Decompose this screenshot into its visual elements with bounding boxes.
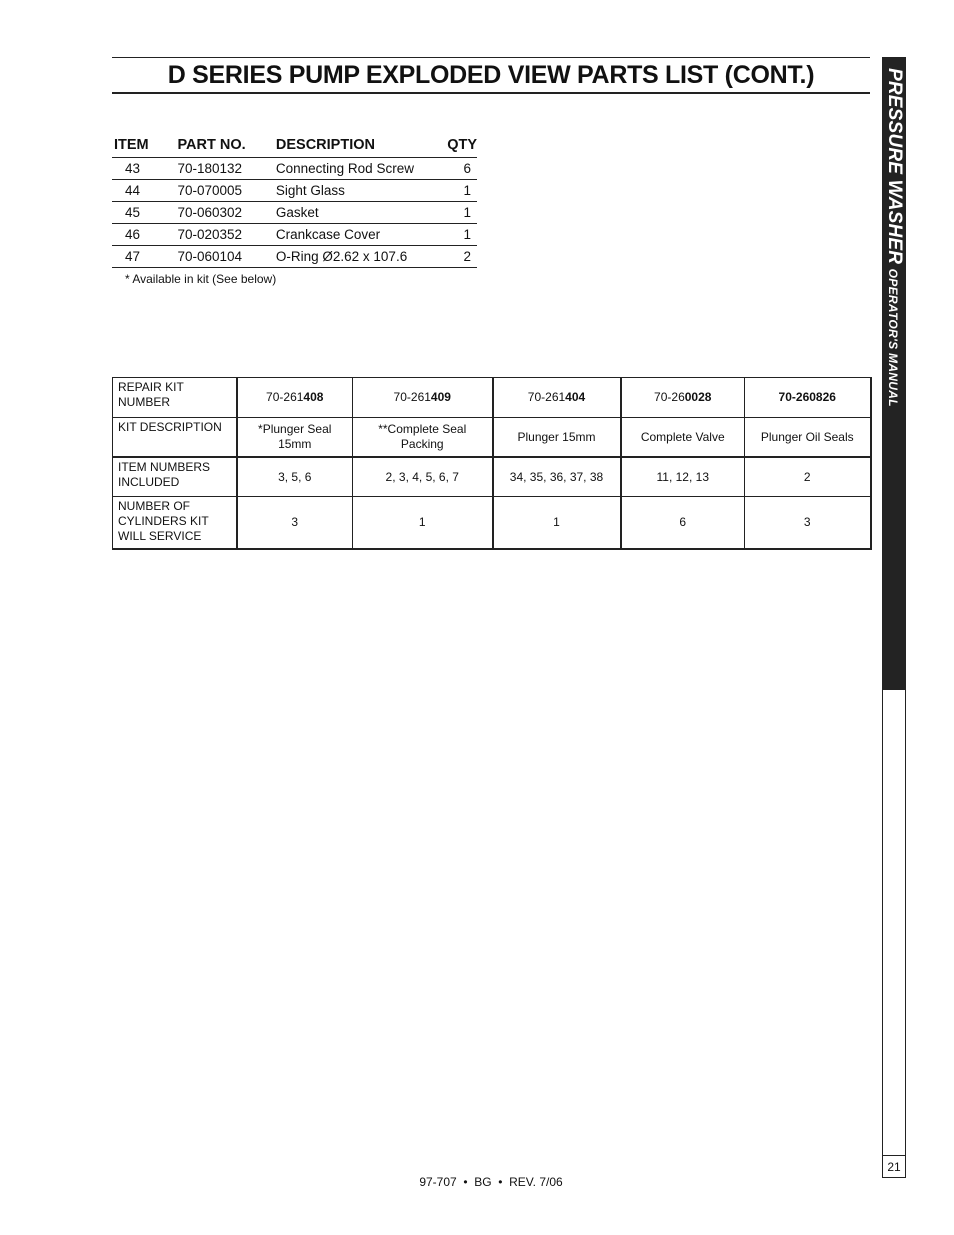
cell-part-no: 70-070005 [177,180,275,202]
page-footer: 97-707 • BG • REV. 7/06 [419,1175,563,1189]
kit-items: 2 [745,457,871,497]
kit-number: 70-260826 [745,378,871,418]
table-row [112,158,477,180]
cell-qty: 1 [429,224,477,246]
cell-qty: 1 [429,180,477,202]
table-row [112,224,477,246]
parts-footnote: * Available in kit (See below) [125,272,277,286]
kit-cylinders: 1 [353,497,493,550]
kit-items: 34, 35, 36, 37, 38 [493,457,621,497]
kit-number: 70-260028 [621,378,745,418]
cell-item: 47 [112,246,177,268]
label-kit-number: REPAIR KIT NUMBER [113,378,237,418]
kit-description: **Complete Seal Packing [353,418,493,458]
kit-description: Plunger 15mm [493,418,621,458]
col-description: DESCRIPTION [276,135,429,158]
page-number: 21 [887,1160,901,1174]
kit-cylinders: 3 [237,497,353,550]
cell-description: Connecting Rod Screw [276,158,429,180]
cell-description: O-Ring Ø2.62 x 107.6 [276,246,429,268]
kit-items: 3, 5, 6 [237,457,353,497]
kit-row-number [113,378,871,418]
cell-part-no: 70-020352 [177,224,275,246]
cell-qty: 1 [429,202,477,224]
repair-kit-table [112,377,872,550]
title-bar [112,57,870,94]
cell-part-no: 70-060104 [177,246,275,268]
page-title: D SERIES PUMP EXPLODED VIEW PARTS LIST (CONT.) [167,61,815,89]
kit-cylinders: 3 [745,497,871,550]
label-item-numbers: ITEM NUMBERS INCLUDED [113,457,237,497]
cell-part-no: 70-060302 [177,202,275,224]
cell-item: 43 [112,158,177,180]
parts-table-header [112,135,477,158]
col-qty: QTY [429,135,477,158]
cell-item: 45 [112,202,177,224]
kit-description: *Plunger Seal 15mm [237,418,353,458]
kit-items: 11, 12, 13 [621,457,745,497]
cell-description: Sight Glass [276,180,429,202]
kit-row-cylinders [113,497,871,550]
kit-number: 70-261404 [493,378,621,418]
cell-qty: 2 [429,246,477,268]
parts-table [112,135,477,268]
side-tab-sub: OPERATOR'S MANUAL [886,268,900,407]
kit-description: Plunger Oil Seals [745,418,871,458]
label-kit-description: KIT DESCRIPTION [113,418,237,458]
side-tab-main: PRESSURE WASHER [884,68,905,265]
col-item: ITEM [112,135,177,158]
kit-description: Complete Valve [621,418,745,458]
cell-qty: 6 [429,158,477,180]
kit-cylinders: 6 [621,497,745,550]
kit-cylinders: 1 [493,497,621,550]
table-row [112,180,477,202]
side-tab-label [883,68,907,468]
col-part-no: PART NO. [177,135,275,158]
cell-description: Crankcase Cover [276,224,429,246]
cell-part-no: 70-180132 [177,158,275,180]
cell-item: 44 [112,180,177,202]
kit-row-items [113,457,871,497]
kit-number: 70-261408 [237,378,353,418]
table-row [112,246,477,268]
table-row [112,202,477,224]
cell-description: Gasket [276,202,429,224]
kit-items: 2, 3, 4, 5, 6, 7 [353,457,493,497]
kit-number: 70-261409 [353,378,493,418]
label-cylinders: NUMBER OF CYLINDERS KIT WILL SERVICE [113,497,237,550]
kit-row-description [113,418,871,458]
cell-item: 46 [112,224,177,246]
